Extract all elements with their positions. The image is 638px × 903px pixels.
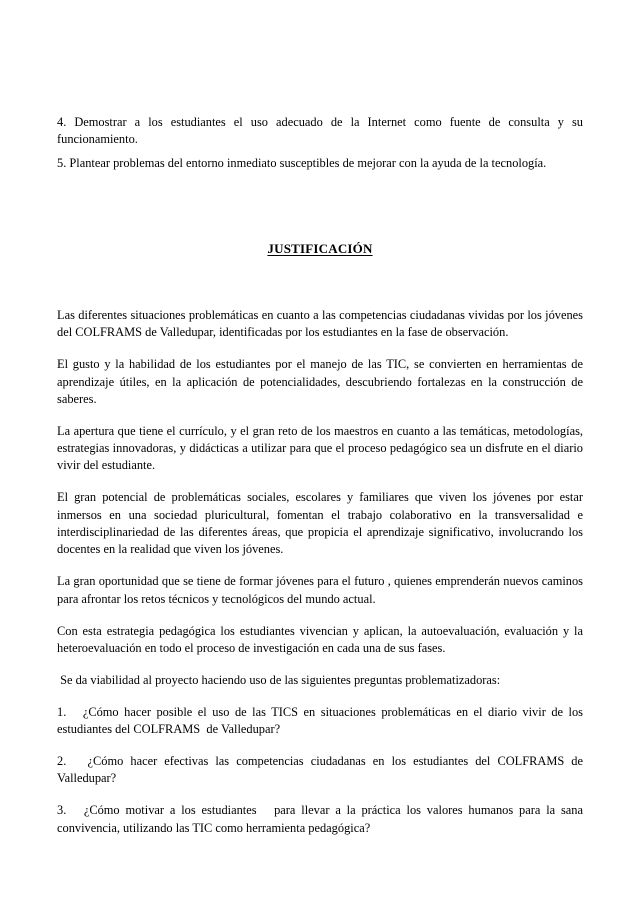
paragraph: Con esta estrategia pedagógica los estudiantes vivencian y aplican, la autoevaluación, evaluación y la heteroevaluación en todo el proceso de investigación en cada una de sus fases.: [57, 623, 583, 655]
question-1: 1. ¿Cómo hacer posible el uso de las TICS en situaciones problemáticas en el diario vivir de los estudiantes del COLFRAMS de Valledupar?: [57, 704, 587, 737]
paragraph: Se da viabilidad al proyecto haciendo uso de las siguientes preguntas problematizadoras:: [57, 672, 501, 687]
paragraph: Las diferentes situaciones problemáticas en cuanto a las competencias ciudadanas vividas por los jóvenes del COLFRAMS de Valledupar, identificadas por los estudiantes en la fase de observación.: [57, 308, 583, 340]
objective-5: 5. Plantear problemas del entorno inmediato susceptibles de mejorar con la ayuda de la tecnología.: [57, 156, 547, 170]
paragraph: El gran potencial de problemáticas sociales, escolares y familiares que viven los jóvenes por estar inmersos en una sociedad pluricultural, fomentan el trabajo colaborativo en la transversalidad e interdisciplinariedad de las diferentes áreas, que propicia el aprendizaje significativo, involucrando los docentes en la realidad que viven los jóvenes.: [57, 490, 583, 557]
paragraph: El gusto y la habilidad de los estudiantes por el manejo de las TIC, se convierten en herramientas de aprendizaje útiles, en la aplicación de potencialidades, descubriendo fortalezas en la construcción de saberes.: [57, 357, 583, 406]
justification-body: [57, 307, 587, 852]
section-heading: JUSTIFICACIÓN: [267, 241, 373, 256]
paragraph: La apertura que tiene el currículo, y el gran reto de los maestros en cuanto a las temáticas, metodologías, estrategias innovadoras, y didácticas a utilizar para que el proceso pedagógico sea un disfrute en el diario vivir del estudiante.: [57, 423, 583, 473]
question-2: 2. ¿Cómo hacer efectivas las competencias ciudadanas en los estudiantes del COLFRAMS de Valledupar?: [57, 754, 586, 786]
document-page: [57, 0, 587, 903]
objective-4: 4. Demostrar a los estudiantes el uso adecuado de la Internet como fuente de consulta y su funcionamiento.: [57, 115, 583, 147]
paragraph: La gran oportunidad que se tiene de formar jóvenes para el futuro , quienes emprenderán nuevos caminos para afrontar los retos técnicos y tecnológicos del mundo actual.: [57, 574, 583, 606]
question-3: 3. ¿Cómo motivar a los estudiantes para llevar a la práctica los valores humanos para la sana convivencia, utilizando las TIC como herramienta pedagógica?: [57, 803, 587, 835]
